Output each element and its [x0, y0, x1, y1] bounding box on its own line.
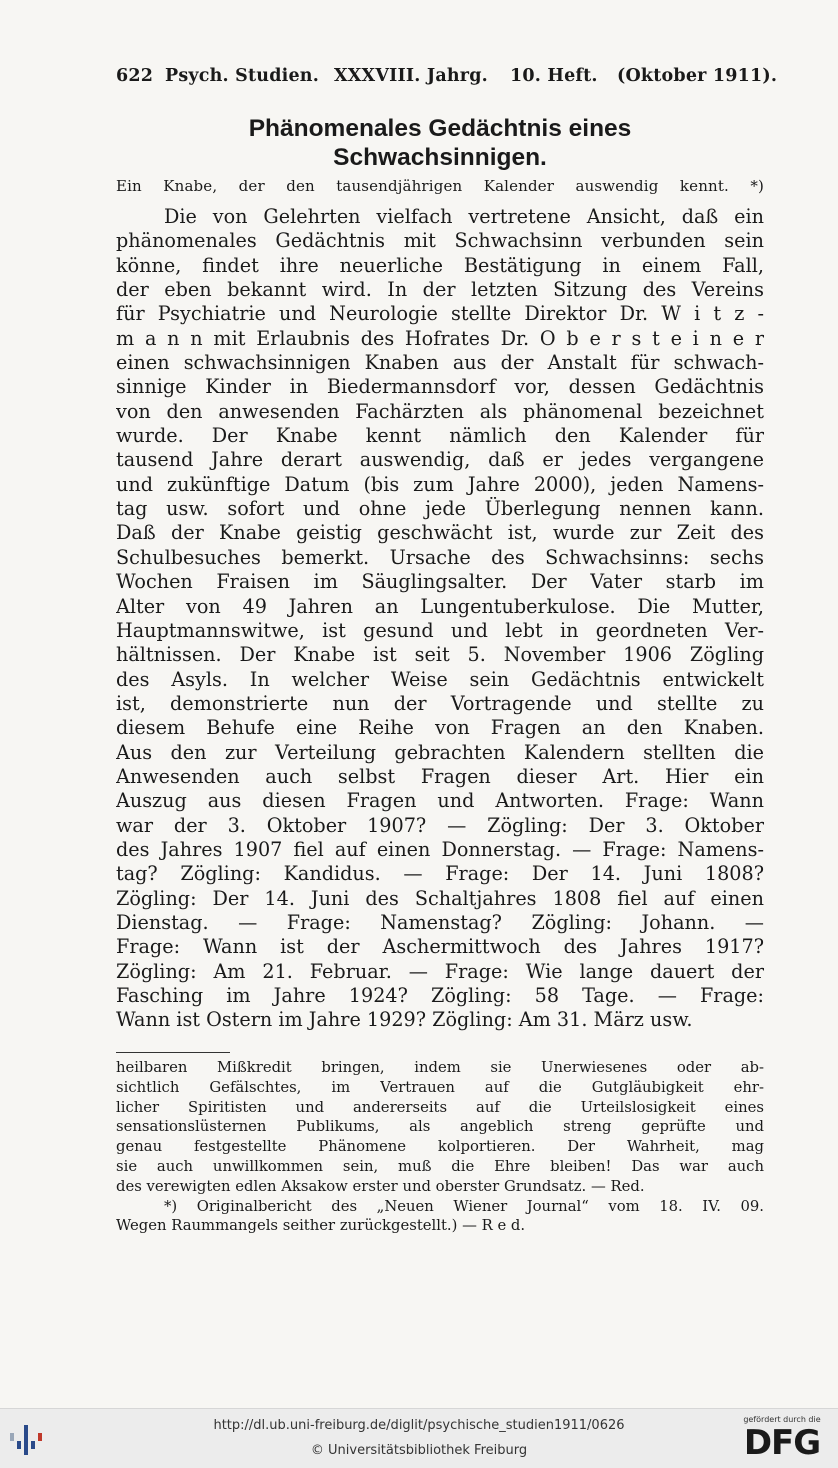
body-line: des Jahres 1907 fiel auf einen Donnerstag. — Frage: Namens-	[116, 837, 764, 861]
body-line: Wann ist Ostern im Jahre 1929? Zögling: Am 31. März usw.	[116, 1008, 693, 1032]
body-line: hältnissen. Der Knabe ist seit 5. November 1906 Zögling	[116, 643, 764, 667]
body-line: für Psychiatrie und Neurologie stellte Direktor Dr. W i t z -	[116, 302, 764, 326]
body-line: sinnige Kinder in Biedermannsdorf vor, dessen Gedächtnis	[116, 375, 764, 399]
footnote-line: genau festgestellte Phänomene kolportieren. Der Wahrheit, mag	[116, 1138, 764, 1156]
body-line: diesem Behufe eine Reihe von Fragen an den Knaben.	[116, 716, 764, 740]
body-line: tag usw. sofort und ohne jede Überlegung nennen kann.	[116, 497, 764, 521]
article-subtitle: Ein Knabe, der den tausendjährigen Kalender auswendig kennt. *)	[116, 177, 764, 195]
body-line: Wochen Fraisen im Säuglingsalter. Der Vater starb im	[116, 570, 764, 594]
body-line: der eben bekannt wird. In der letzten Sitzung des Vereins	[116, 278, 764, 302]
title-line: Schwachsinnigen.	[333, 144, 547, 171]
body-line: war der 3. Oktober 1907? — Zögling: Der 3. Oktober	[116, 813, 764, 837]
article-title	[116, 114, 764, 172]
footnote-line: *) Originalbericht des „Neuen Wiener Journal“ vom 18. IV. 09.	[164, 1197, 764, 1215]
body-line: tausend Jahre derart auswendig, daß er jedes vergangene	[116, 448, 764, 472]
body-line: Zögling: Der 14. Juni des Schaltjahres 1808 fiel auf einen	[116, 886, 764, 910]
sponsor-logo-text: DFG	[743, 1423, 821, 1463]
body-line: phänomenales Gedächtnis mit Schwachsinn verbunden sein	[116, 229, 764, 253]
footnote-line: sichtlich Gefälschtes, im Vertrauen auf die Gutgläubigkeit ehr-	[116, 1078, 764, 1096]
body-line: von den anwesenden Fachärzten als phänomenal bezeichnet	[116, 399, 764, 423]
footnote-block	[116, 1058, 764, 1236]
body-line: Dienstag. — Frage: Namenstag? Zögling: Johann. —	[116, 910, 764, 934]
viewer-footer	[0, 1408, 838, 1468]
body-line: tag? Zögling: Kandidus. — Frage: Der 14. Juni 1808?	[116, 862, 764, 886]
body-line: des Asyls. In welcher Weise sein Gedächtnis entwickelt	[116, 667, 764, 691]
body-line: Daß der Knabe geistig geschwächt ist, wurde zur Zeit des	[116, 521, 764, 545]
footnote-line: sensationslüsternen Publikums, als angeblich streng geprüfte und	[116, 1118, 764, 1136]
title-line: Phänomenales Gedächtnis eines	[248, 115, 632, 142]
sponsor-caption: gefördert durch die	[743, 1415, 821, 1424]
body-line: Zögling: Am 21. Februar. — Frage: Wie lange dauert der	[116, 959, 764, 983]
page-number: 622	[116, 66, 154, 86]
copyright-notice: © Universitätsbibliothek Freiburg	[310, 1443, 528, 1458]
body-line: einen schwachsinnigen Knaben aus der Anstalt für schwach-	[116, 351, 764, 375]
body-line: m a n n mit Erlaubnis des Hofrates Dr. O b e r s t e i n e r	[116, 326, 764, 350]
body-line: Frage: Wann ist der Aschermittwoch des Jahres 1917?	[116, 935, 764, 959]
footnote-line: des verewigten edlen Aksakow erster und oberster Grundsatz. — Red.	[116, 1177, 645, 1195]
body-line: könne, findet ihre neuerliche Bestätigung in einem Fall,	[116, 253, 764, 277]
footnote-line: heilbaren Mißkredit bringen, indem sie Unerwiesenes oder ab-	[116, 1059, 764, 1076]
issue-date: (Oktober 1911).	[617, 66, 778, 86]
body-line: Anwesenden auch selbst Fragen dieser Art. Hier ein	[116, 764, 764, 788]
journal-name: Psych. Studien.	[165, 66, 320, 86]
volume-label: XXXVIII. Jahrg.	[334, 66, 488, 86]
body-line: Die von Gelehrten vielfach vertretene Ansicht, daß ein	[164, 205, 764, 228]
footnote-line: licher Spiritisten und andererseits auf die Urteilslosigkeit eines	[116, 1098, 764, 1116]
body-line: ist, demonstrierte nun der Vortragende und stellte zu	[116, 691, 764, 715]
footnote-line: Wegen Raummangels seither zurückgestellt.) — R e d.	[116, 1217, 526, 1235]
article-body	[116, 205, 764, 1033]
dfg-logo	[732, 1415, 832, 1465]
source-url[interactable]: http://dl.ub.uni-freiburg.de/diglit/psychische_studien1911/0626	[213, 1418, 625, 1433]
issue-label: 10. Heft.	[510, 66, 598, 86]
body-line: Hauptmannswitwe, ist gesund und lebt in geordneten Ver-	[116, 618, 764, 642]
body-line: Alter von 49 Jahren an Lungentuberkulose. Die Mutter,	[116, 594, 764, 618]
footnote-line: sie auch unwillkommen sein, muß die Ehre bleiben! Das war auch	[116, 1157, 764, 1175]
body-line: wurde. Der Knabe kennt nämlich den Kalender für	[116, 424, 764, 448]
body-line: Schulbesuches bemerkt. Ursache des Schwachsinns: sechs	[116, 545, 764, 569]
body-line: Aus den zur Verteilung gebrachten Kalendern stellten die	[116, 740, 764, 764]
body-line: und zukünftige Datum (bis zum Jahre 2000), jeden Namens-	[116, 472, 764, 496]
footnote-divider	[116, 1052, 230, 1053]
body-line: Fasching im Jahre 1924? Zögling: 58 Tage. — Frage:	[116, 984, 764, 1007]
body-line: Auszug aus diesen Fragen und Antworten. Frage: Wann	[116, 789, 764, 813]
